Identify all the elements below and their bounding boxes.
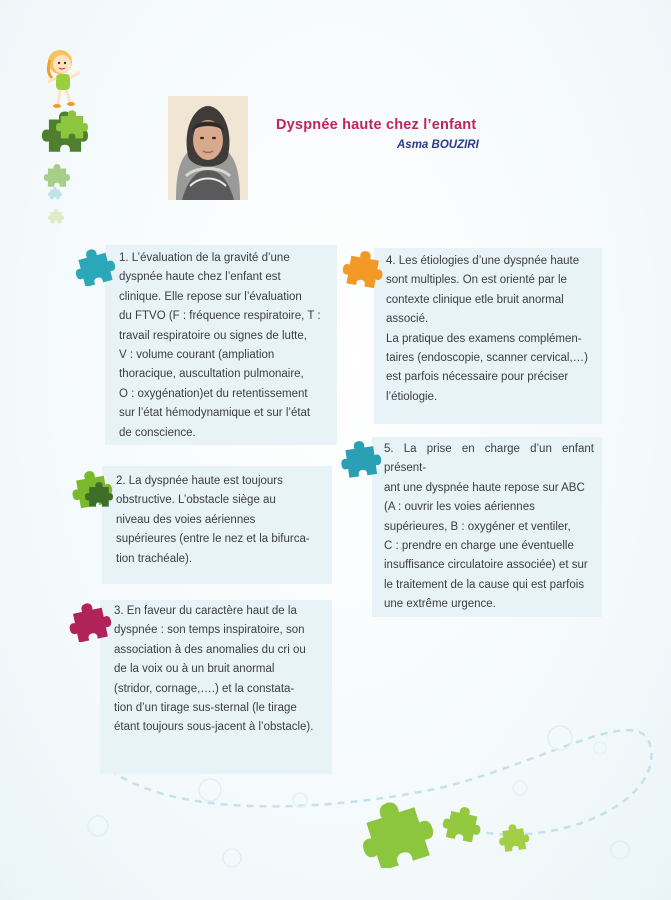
section-4-text [386, 252, 594, 407]
section-3-line: association à des anomalies du cri ou [114, 643, 306, 656]
section-4-line: contexte clinique etle bruit anormal [386, 293, 564, 306]
child-illustration-icon [40, 42, 92, 112]
article-title: Dyspnée haute chez l’enfant [276, 117, 477, 133]
section-2-line: niveau des voies aériennes [116, 513, 256, 526]
section-2-text [116, 472, 324, 569]
section-5-line: insuffisance circulatoire associée) et sur [384, 559, 588, 572]
section-5-line: une extrême urgence. [384, 598, 496, 611]
section-4-line: 4. Les étiologies d’une dyspnée haute [386, 255, 580, 267]
section-5-text [384, 440, 594, 615]
section-1-line: du FTVO (F : fréquence respiratoire, T : [119, 310, 321, 323]
small-green-puzzle-piece-icon [498, 822, 530, 852]
author-photo [168, 96, 248, 200]
light-green-puzzle-piece-icon [56, 108, 88, 140]
section-3-line: dyspnée : son temps inspiratoire, son [114, 624, 305, 637]
dark-green-puzzle-piece-icon [84, 480, 114, 508]
tiny-teal-puzzle-piece-icon [48, 186, 62, 200]
medium-green-puzzle-piece-icon [442, 804, 482, 842]
section-3-line: (stridor, cornage,….) et la constata- [114, 682, 295, 695]
section-5-line: le traitement de la cause qui est parfois [384, 578, 585, 591]
section-2-line: 2. La dyspnée haute est toujours [116, 475, 283, 487]
section-3-line: tion d’un tirage sus-sternal (le tirage [114, 702, 297, 715]
section-1-line: travail respiratoire ou signes de lutte, [119, 329, 307, 342]
magenta-puzzle-piece-icon [66, 600, 114, 642]
section-1-line: 1. L’évaluation de la gravité d’une [119, 252, 290, 264]
section-3-line: 3. En faveur du caractère haut de la [114, 605, 297, 617]
section-5-line: supérieures, B : oxygéner et ventiler, [384, 520, 571, 533]
section-4-line: l’étiologie. [386, 390, 438, 403]
section-1-line: V : volume courant (ampliation [119, 349, 275, 362]
section-1-line: dyspnée haute chez l’enfant est [119, 271, 281, 284]
section-1-line: thoracique, auscultation pulmonaire, [119, 368, 304, 381]
section-1-line: sur l’état hémodynamique et sur l’état [119, 407, 311, 420]
large-green-puzzle-piece-icon [356, 796, 438, 868]
section-4-line: taires (endoscopie, scanner cervical,…) [386, 352, 588, 365]
section-1-line: O : oxygénation)et du retentissement [119, 387, 308, 400]
section-4-line: La pratique des examens complémen- [386, 332, 582, 345]
section-1-text [119, 249, 328, 443]
author-name: Asma BOUZIRI [397, 139, 479, 151]
section-3-line: étant toujours sous-jacent à l’obstacle). [114, 721, 314, 734]
small-green-puzzle-piece-icon [44, 162, 70, 188]
section-5-line: (A : ouvrir les voies aériennes [384, 501, 535, 514]
section-2-line: obstructive. L’obstacle siège au [116, 494, 276, 507]
section-5-line: ant une dyspnée haute repose sur ABC [384, 481, 585, 494]
author-portrait-image [168, 96, 248, 200]
teal-puzzle-piece-icon [72, 246, 118, 286]
section-3-text [114, 602, 324, 738]
teal-puzzle-piece-icon [338, 438, 384, 478]
section-4-line: associé. [386, 313, 429, 326]
section-5-line: 5. La prise en charge d’un enfant présent- [384, 443, 594, 475]
tiny-pale-puzzle-piece-icon [48, 208, 64, 224]
orange-puzzle-piece-icon [340, 248, 386, 288]
section-2-line: tion trachéale). [116, 552, 193, 565]
section-5-line: C : prendre en charge une éventuelle [384, 540, 574, 553]
section-3-line: de la voix ou à un bruit anormal [114, 663, 275, 676]
section-4-line: sont multiples. On est orienté par le [386, 274, 567, 287]
section-2-line: supérieures (entre le nez et la bifurca- [116, 533, 310, 546]
section-4-line: est parfois nécessaire pour préciser [386, 371, 569, 384]
section-1-line: de conscience. [119, 426, 196, 439]
section-1-line: clinique. Elle repose sur l’évaluation [119, 290, 302, 303]
